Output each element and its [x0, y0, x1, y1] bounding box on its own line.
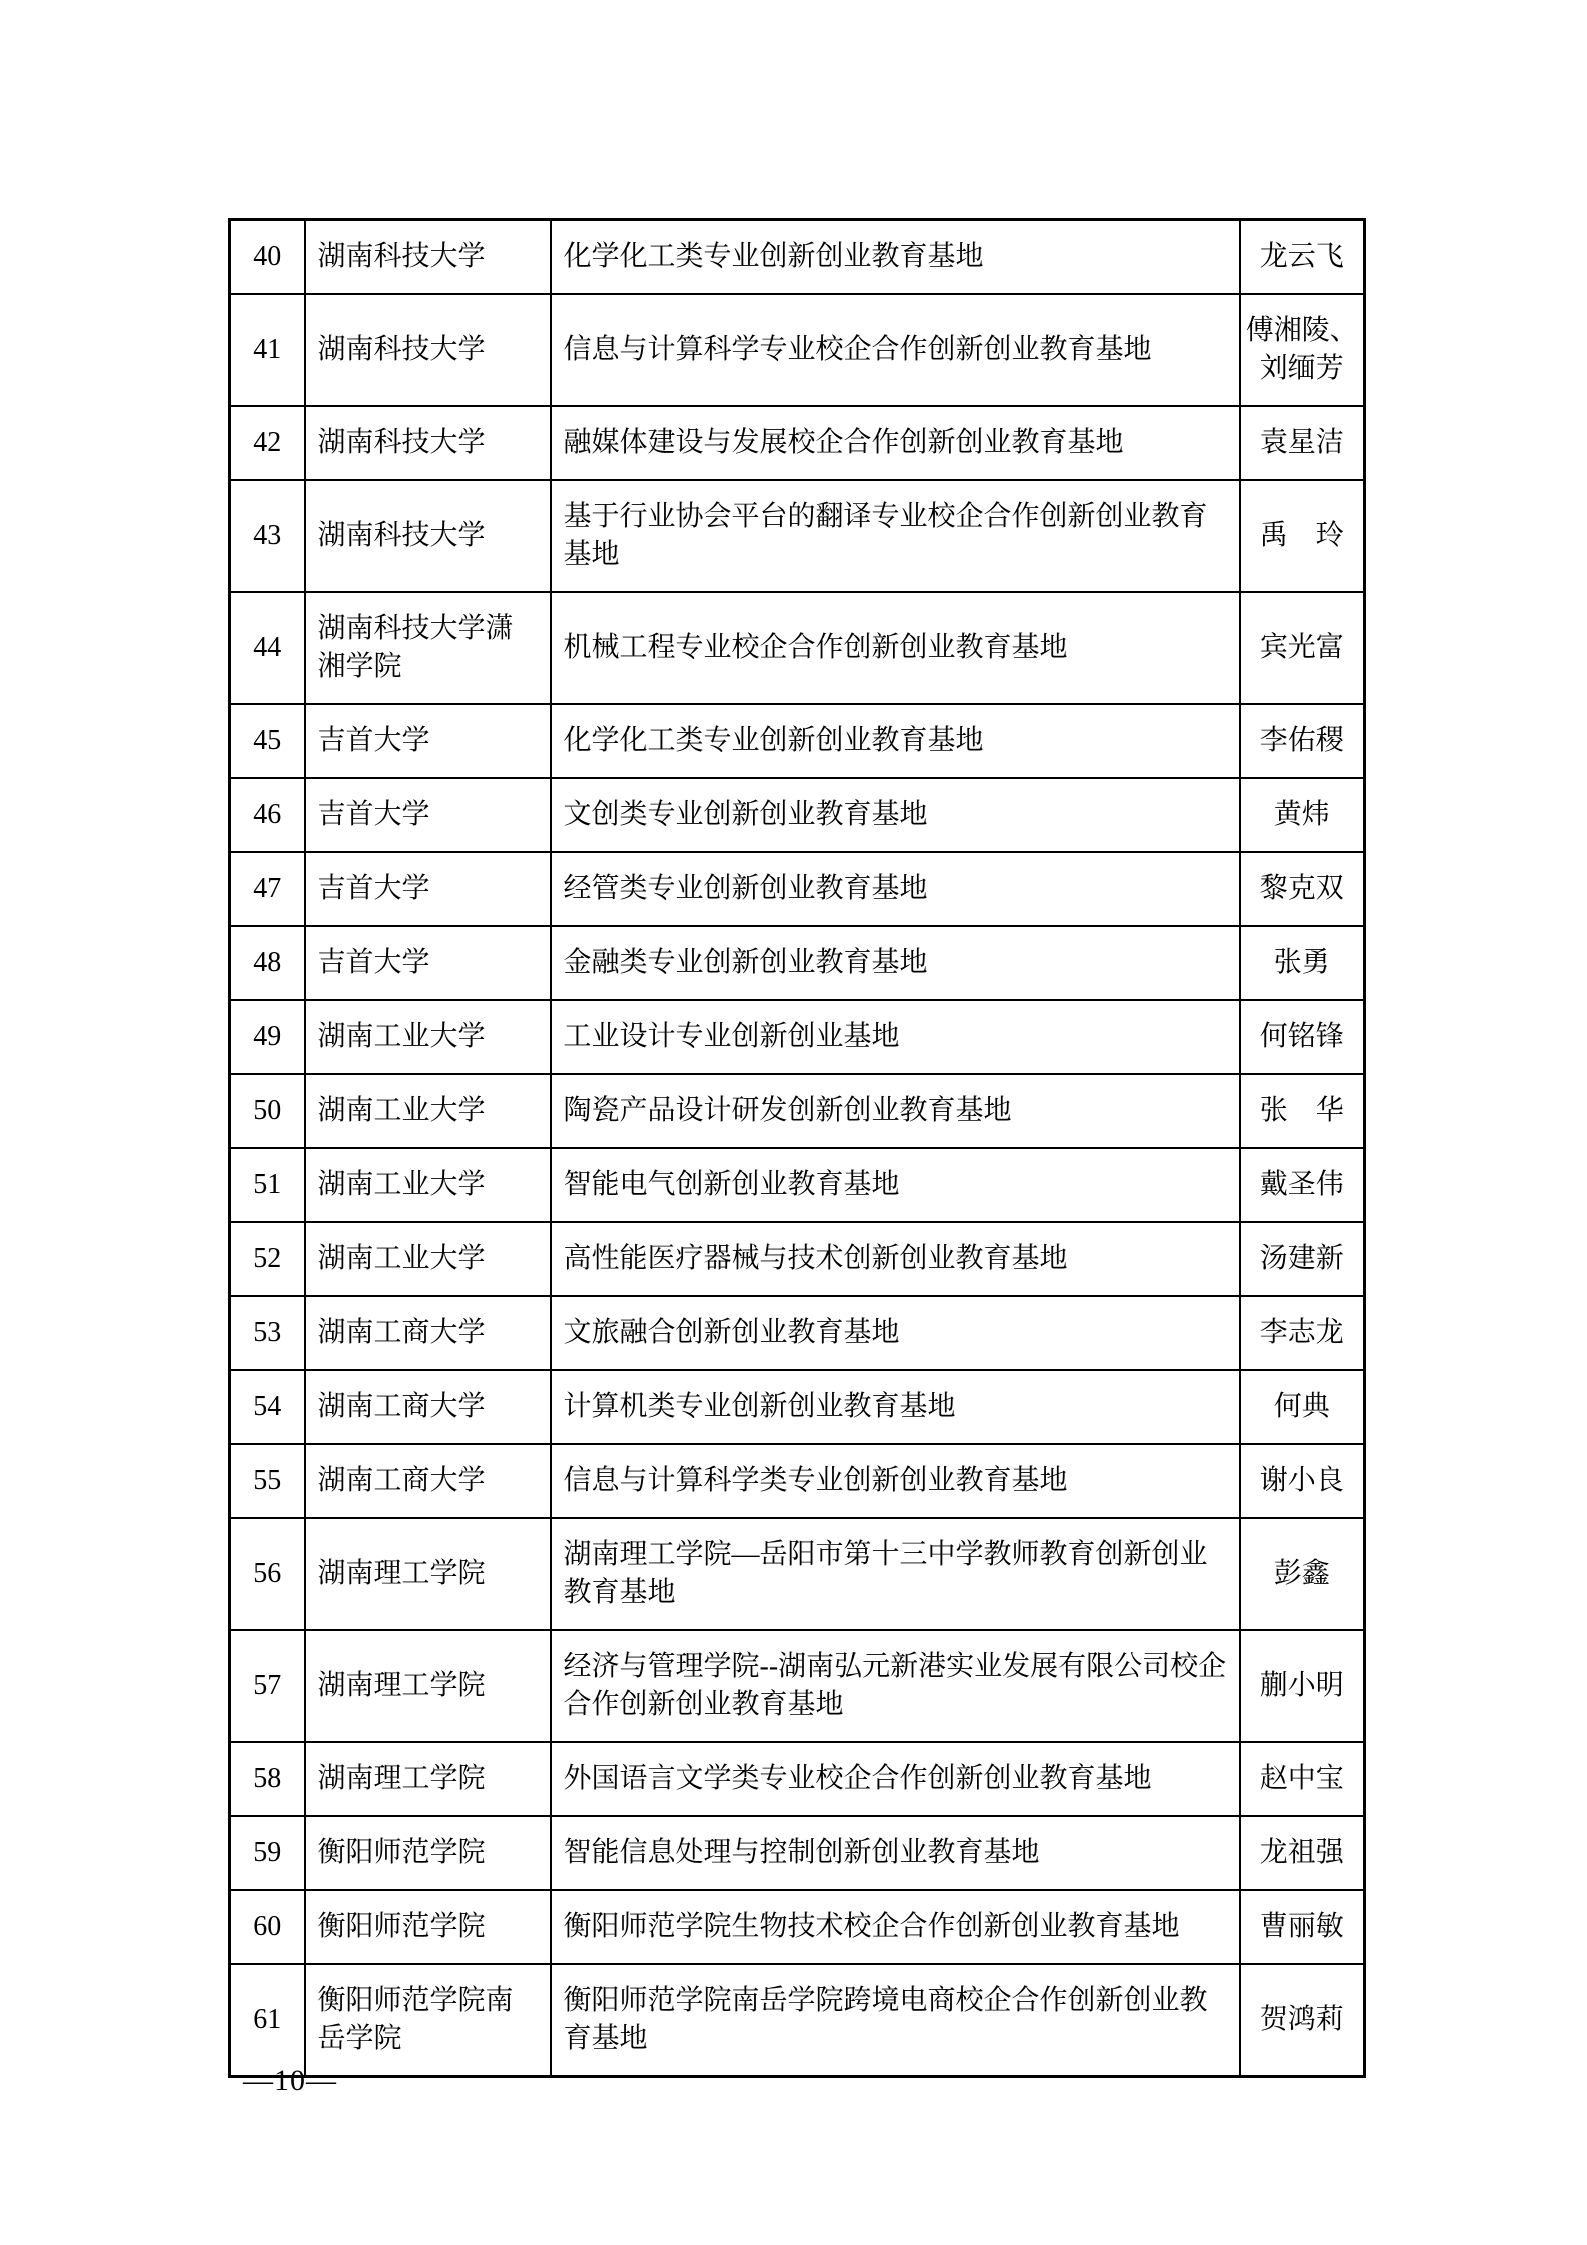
base-name-cell: 衡阳师范学院南岳学院跨境电商校企合作创新创业教育基地: [551, 1964, 1240, 2077]
row-number-cell: 53: [230, 1296, 305, 1370]
university-cell: 湖南工业大学: [305, 1074, 551, 1148]
row-number-cell: 58: [230, 1742, 305, 1816]
table-row: [230, 1222, 1365, 1296]
row-number-cell: 41: [230, 294, 305, 406]
leader-name-cell: 张 华: [1240, 1074, 1365, 1148]
row-number-cell: 42: [230, 406, 305, 480]
leader-name-cell: 李佑稷: [1240, 704, 1365, 778]
leader-name-cell: 张勇: [1240, 926, 1365, 1000]
base-name-cell: 外国语言文学类专业校企合作创新创业教育基地: [551, 1742, 1240, 1816]
leader-name-cell: 何铭锋: [1240, 1000, 1365, 1074]
leader-name-cell: 龙祖强: [1240, 1816, 1365, 1890]
university-cell: 衡阳师范学院南岳学院: [305, 1964, 551, 2077]
base-name-cell: 计算机类专业创新创业教育基地: [551, 1370, 1240, 1444]
row-number-cell: 51: [230, 1148, 305, 1222]
base-name-cell: 高性能医疗器械与技术创新创业教育基地: [551, 1222, 1240, 1296]
leader-name-cell: 龙云飞: [1240, 220, 1365, 295]
page-number: —10—: [243, 2064, 337, 2097]
base-name-cell: 湖南理工学院—岳阳市第十三中学教师教育创新创业教育基地: [551, 1518, 1240, 1630]
table-row: [230, 1742, 1365, 1816]
university-cell: 湖南工商大学: [305, 1444, 551, 1518]
leader-name-cell: 曹丽敏: [1240, 1890, 1365, 1964]
row-number-cell: 50: [230, 1074, 305, 1148]
base-name-cell: 经济与管理学院--湖南弘元新港实业发展有限公司校企合作创新创业教育基地: [551, 1630, 1240, 1742]
university-cell: 湖南理工学院: [305, 1742, 551, 1816]
leader-name-cell: 何典: [1240, 1370, 1365, 1444]
row-number-cell: 43: [230, 480, 305, 592]
university-cell: 衡阳师范学院: [305, 1816, 551, 1890]
leader-name-cell: 袁星洁: [1240, 406, 1365, 480]
leader-name-cell: 贺鸿莉: [1240, 1964, 1365, 2077]
leader-name-cell: 彭鑫: [1240, 1518, 1365, 1630]
leader-name-cell: 宾光富: [1240, 592, 1365, 704]
university-cell: 吉首大学: [305, 852, 551, 926]
table-row: [230, 1890, 1365, 1964]
leader-name-cell: 赵中宝: [1240, 1742, 1365, 1816]
row-number-cell: 44: [230, 592, 305, 704]
row-number-cell: 57: [230, 1630, 305, 1742]
base-name-cell: 衡阳师范学院生物技术校企合作创新创业教育基地: [551, 1890, 1240, 1964]
leader-name-cell: 汤建新: [1240, 1222, 1365, 1296]
university-cell: 吉首大学: [305, 704, 551, 778]
table-row: [230, 592, 1365, 704]
row-number-cell: 59: [230, 1816, 305, 1890]
base-name-cell: 智能电气创新创业教育基地: [551, 1148, 1240, 1222]
leader-name-cell: 禹 玲: [1240, 480, 1365, 592]
table-row: [230, 294, 1365, 406]
row-number-cell: 60: [230, 1890, 305, 1964]
university-cell: 湖南工商大学: [305, 1296, 551, 1370]
row-number-cell: 56: [230, 1518, 305, 1630]
row-number-cell: 40: [230, 220, 305, 295]
table-row: [230, 1964, 1365, 2077]
university-cell: 湖南工商大学: [305, 1370, 551, 1444]
university-cell: 衡阳师范学院: [305, 1890, 551, 1964]
base-name-cell: 文创类专业创新创业教育基地: [551, 778, 1240, 852]
row-number-cell: 46: [230, 778, 305, 852]
leader-name-cell: 蒯小明: [1240, 1630, 1365, 1742]
leader-name-cell: 李志龙: [1240, 1296, 1365, 1370]
leader-name-cell: 傅湘陵、刘缅芳: [1240, 294, 1365, 406]
base-name-cell: 机械工程专业校企合作创新创业教育基地: [551, 592, 1240, 704]
row-number-cell: 55: [230, 1444, 305, 1518]
row-number-cell: 45: [230, 704, 305, 778]
table-row: [230, 778, 1365, 852]
leader-name-cell: 戴圣伟: [1240, 1148, 1365, 1222]
row-number-cell: 61: [230, 1964, 305, 2077]
table-row: [230, 704, 1365, 778]
base-name-cell: 化学化工类专业创新创业教育基地: [551, 704, 1240, 778]
university-cell: 湖南科技大学: [305, 220, 551, 295]
row-number-cell: 52: [230, 1222, 305, 1296]
table-row: [230, 1148, 1365, 1222]
table-row: [230, 220, 1365, 295]
row-number-cell: 48: [230, 926, 305, 1000]
table-row: [230, 1000, 1365, 1074]
university-cell: 吉首大学: [305, 778, 551, 852]
base-name-cell: 工业设计专业创新创业基地: [551, 1000, 1240, 1074]
bases-table: [228, 218, 1366, 2078]
base-name-cell: 经管类专业创新创业教育基地: [551, 852, 1240, 926]
base-name-cell: 融媒体建设与发展校企合作创新创业教育基地: [551, 406, 1240, 480]
base-name-cell: 基于行业协会平台的翻译专业校企合作创新创业教育基地: [551, 480, 1240, 592]
bases-table-body: [230, 220, 1365, 2077]
table-row: [230, 406, 1365, 480]
university-cell: 吉首大学: [305, 926, 551, 1000]
table-row: [230, 1370, 1365, 1444]
table-row: [230, 1816, 1365, 1890]
table-row: [230, 1074, 1365, 1148]
table-row: [230, 852, 1365, 926]
table-row: [230, 480, 1365, 592]
row-number-cell: 49: [230, 1000, 305, 1074]
university-cell: 湖南工业大学: [305, 1148, 551, 1222]
university-cell: 湖南科技大学: [305, 406, 551, 480]
table-row: [230, 1296, 1365, 1370]
university-cell: 湖南理工学院: [305, 1630, 551, 1742]
table-row: [230, 1630, 1365, 1742]
base-name-cell: 文旅融合创新创业教育基地: [551, 1296, 1240, 1370]
base-name-cell: 陶瓷产品设计研发创新创业教育基地: [551, 1074, 1240, 1148]
row-number-cell: 54: [230, 1370, 305, 1444]
row-number-cell: 47: [230, 852, 305, 926]
university-cell: 湖南科技大学潇湘学院: [305, 592, 551, 704]
leader-name-cell: 黎克双: [1240, 852, 1365, 926]
base-name-cell: 智能信息处理与控制创新创业教育基地: [551, 1816, 1240, 1890]
base-name-cell: 化学化工类专业创新创业教育基地: [551, 220, 1240, 295]
table-row: [230, 1444, 1365, 1518]
base-name-cell: 信息与计算科学类专业创新创业教育基地: [551, 1444, 1240, 1518]
university-cell: 湖南科技大学: [305, 480, 551, 592]
base-name-cell: 金融类专业创新创业教育基地: [551, 926, 1240, 1000]
table-row: [230, 926, 1365, 1000]
university-cell: 湖南理工学院: [305, 1518, 551, 1630]
university-cell: 湖南科技大学: [305, 294, 551, 406]
university-cell: 湖南工业大学: [305, 1222, 551, 1296]
table-row: [230, 1518, 1365, 1630]
leader-name-cell: 谢小良: [1240, 1444, 1365, 1518]
base-name-cell: 信息与计算科学专业校企合作创新创业教育基地: [551, 294, 1240, 406]
university-cell: 湖南工业大学: [305, 1000, 551, 1074]
leader-name-cell: 黄炜: [1240, 778, 1365, 852]
